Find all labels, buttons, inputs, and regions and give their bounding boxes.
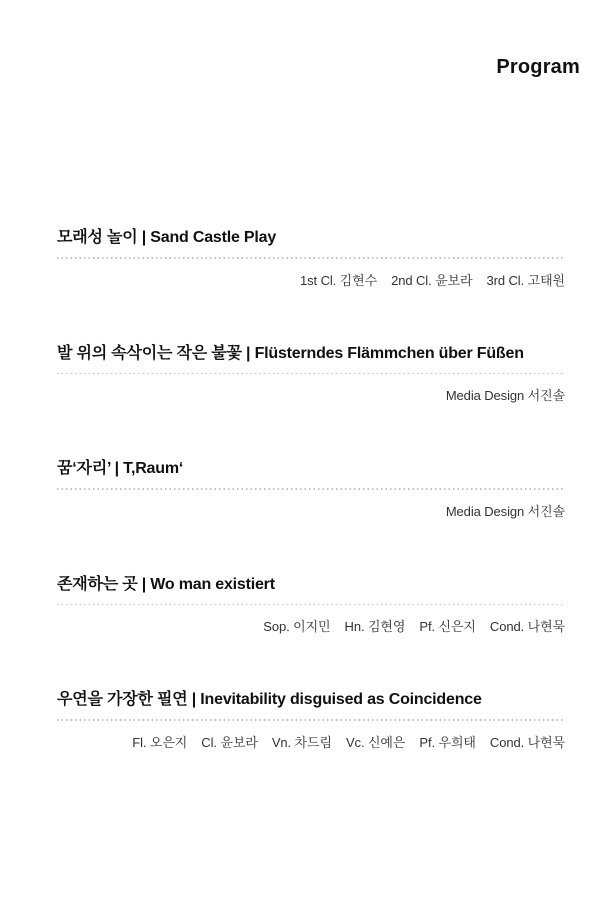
dotted-divider xyxy=(57,257,565,259)
dotted-divider xyxy=(57,373,565,375)
piece-title: 존재하는 곳 | Wo man existiert xyxy=(57,575,275,593)
program-entry xyxy=(57,459,565,520)
program-entries xyxy=(57,228,565,751)
performers-line: Sop. 이지민 Hn. 김현영 Pf. 신은지 Cond. 나현묵 xyxy=(263,619,565,635)
program-entry xyxy=(57,575,565,636)
performers-line: Media Design 서진솔 xyxy=(445,388,565,404)
page-title: Program xyxy=(496,56,580,78)
performers-line: 1st Cl. 김현수 2nd Cl. 윤보라 3rd Cl. 고태원 xyxy=(300,272,565,288)
piece-title: 꿈‘자리’ | T,Raum‘ xyxy=(57,460,184,478)
piece-title: 우연을 가장한 필연 | Inevitability disguised as Coincidence xyxy=(57,691,482,709)
performers-line: Fl. 오은지 Cl. 윤보라 Vn. 차드림 Vc. 신예은 Pf. 우희태 Cond. 나현묵 xyxy=(132,734,565,750)
piece-title: 모래성 놀이 | Sand Castle Play xyxy=(57,229,277,246)
program-entry xyxy=(57,690,565,751)
dotted-divider xyxy=(57,604,565,606)
piece-title: 발 위의 속삭이는 작은 불꽃 | Flüsterndes Flämmchen über Füßen xyxy=(57,344,524,362)
dotted-divider xyxy=(57,719,565,721)
program-entry xyxy=(57,228,565,289)
performers-line: Media Design 서진솔 xyxy=(445,503,565,519)
program-entry xyxy=(57,344,565,405)
dotted-divider xyxy=(57,488,565,490)
